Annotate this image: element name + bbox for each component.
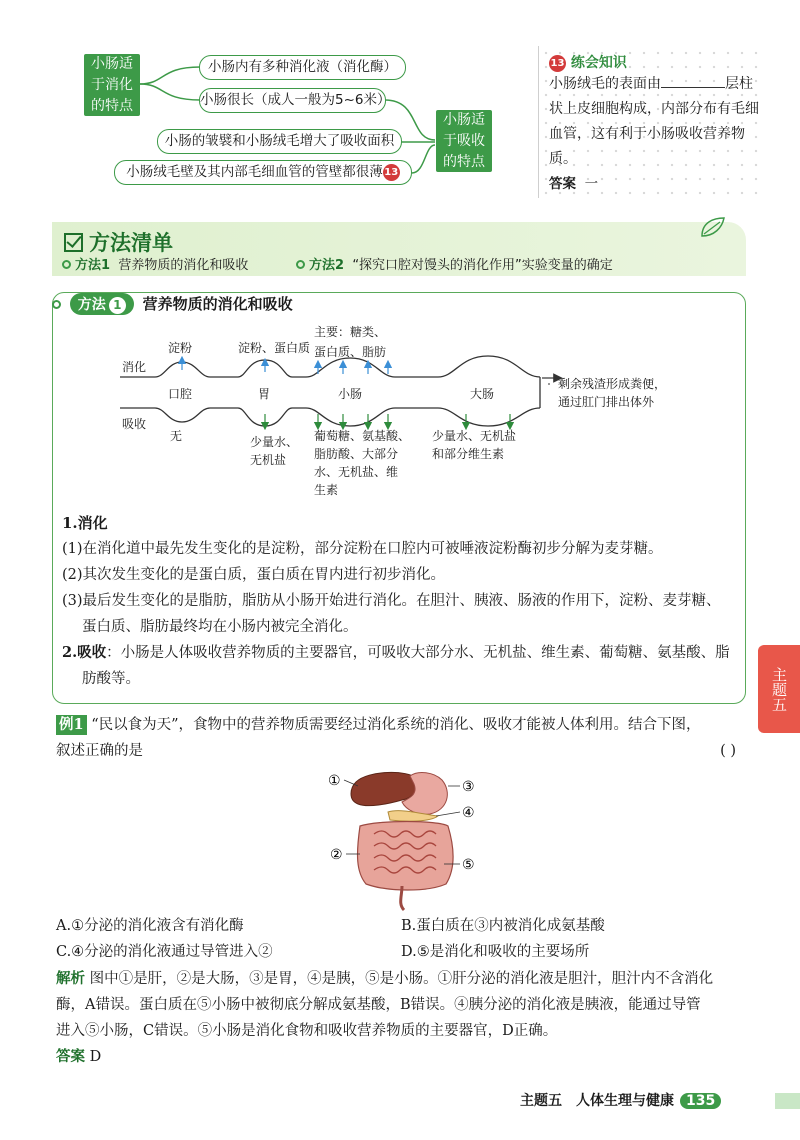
method-2-text: “探究口腔对馒头的消化作用”实验变量的确定 — [352, 258, 613, 273]
method-2-label: 方法2 — [309, 258, 345, 273]
digest-stomach: 淀粉、蛋白质 — [238, 341, 311, 355]
mindmap — [0, 0, 530, 200]
tract-bottom-line — [120, 408, 540, 426]
absorb-stomach-1: 少量水、 — [250, 435, 299, 449]
organ-large-intestine: 大肠 — [470, 387, 495, 401]
fig-label-3: ③ — [462, 779, 475, 795]
analysis-line-2: 酶，A错误。蛋白质在⑤小肠中被彻底分解成氨基酸，B错误。④胰分泌的消化液是胰液，能通过导管 — [56, 997, 701, 1013]
practice-blank — [661, 74, 725, 88]
bullet-icon — [52, 300, 61, 309]
absorb-si-1: 葡萄糖、氨基酸、 — [314, 429, 411, 443]
method1-num: 1 — [109, 297, 126, 314]
analysis-line-3: 进入⑤小肠，C错误。⑤小肠是消化食物和吸收营养物质的主要器官，D正确。 — [56, 1023, 558, 1039]
mindmap-left-title-text: 小肠适于消化的特点 — [91, 56, 133, 114]
digestion-point-2: (2)其次发生变化的是蛋白质，蛋白质在胃内进行初步消化。 — [62, 567, 446, 583]
mindmap-right-title — [436, 110, 492, 172]
example-analysis — [56, 966, 748, 1070]
digest-si-1: 主要：糖类、 — [314, 325, 387, 339]
bullet-icon — [62, 260, 71, 269]
method-list-item-1[interactable] — [62, 254, 248, 273]
practice-title — [549, 52, 627, 72]
option-c[interactable]: C.④分泌的消化液通过导管进入② — [56, 944, 273, 960]
digestion-point-3a: (3)最后发生变化的是脂肪，脂肪从小肠开始进行消化。在胆汁、胰液、肠液的作用下，淀粉、麦芽糖、 — [62, 593, 721, 609]
absorb-si-4: 生素 — [314, 483, 339, 497]
end-text-1: 剩余残渣形成粪便， — [558, 377, 667, 391]
analysis-label: 解析 — [56, 970, 85, 987]
method1-content — [62, 510, 742, 692]
method-1-text: 营养物质的消化和吸收 — [118, 258, 249, 273]
example-label: 例1 — [56, 715, 87, 735]
example-stem — [56, 712, 746, 764]
digestion-point-3b: 蛋白质、脂肪最终均在小肠内被完全消化。 — [82, 619, 358, 635]
practice-question — [549, 72, 763, 172]
organ-mouth: 口腔 — [168, 387, 193, 401]
method-list-banner — [52, 222, 746, 276]
mindmap-item-4-text: 小肠绒毛壁及其内部毛细血管的管壁都很薄 — [126, 164, 383, 180]
tract-top-line — [120, 356, 540, 377]
section-digestion-title: 1.消化 — [62, 514, 108, 532]
method-1-label: 方法1 — [75, 258, 111, 273]
absorb-li-1: 少量水、无机盐 — [432, 429, 517, 443]
bullet-icon — [296, 260, 305, 269]
practice-answer-value: 一 — [584, 176, 599, 192]
absorption-text-a: ：小肠是人体吸收营养物质的主要器官，可吸收大部分水、无机盐、维生素、葡萄糖、氨基酸、脂 — [106, 645, 730, 661]
digestion-point-1: (1)在消化道中最先发生变化的是淀粉，部分淀粉在口腔内可被唾液淀粉酶初步分解为麦芽糖。 — [62, 541, 663, 557]
answer-label: 答案 — [56, 1048, 85, 1065]
large-intestine-shape — [358, 822, 453, 891]
example-options — [56, 913, 746, 965]
practice-text-after: 层柱状上皮细胞构成，内部分布有毛细血管，这有利于小肠吸收营养物质。 — [549, 76, 759, 167]
absorb-li-2: 和部分维生素 — [432, 447, 505, 461]
leader-line — [436, 812, 460, 816]
option-b[interactable]: B.蛋白质在③内被消化成氨基酸 — [401, 918, 605, 934]
mindmap-badge: 13 — [383, 164, 400, 181]
row-label-digest: 消化 — [122, 360, 147, 374]
mindmap-item-2: 小肠很长（成人一般为5~6米） — [199, 88, 386, 113]
leaf-icon — [698, 214, 728, 240]
digestion-absorption-diagram — [110, 322, 690, 508]
fig-label-2: ② — [330, 847, 343, 863]
practice-answer — [549, 172, 598, 192]
footer-bar — [775, 1093, 800, 1109]
method1-header — [52, 293, 293, 315]
page-number: 135 — [680, 1093, 721, 1109]
absorb-mouth: 无 — [170, 429, 183, 443]
method-list-title-text: 方法清单 — [89, 231, 173, 255]
end-text-2: 通过肛门排出体外 — [558, 395, 655, 409]
fig-label-4: ④ — [462, 805, 475, 821]
checkbox-icon — [64, 233, 83, 252]
analysis-line-1: 图中①是肝，②是大肠，③是胃，④是胰，⑤是小肠。①肝分泌的消化液是胆汁，胆汁内不含消化 — [89, 971, 714, 987]
practice-title-text: 练会知识 — [570, 55, 627, 71]
mindmap-item-3: 小肠的皱襞和小肠绒毛增大了吸收面积 — [157, 129, 402, 154]
option-a[interactable]: A.①分泌的消化液含有消化酶 — [56, 918, 244, 934]
mindmap-item-1: 小肠内有多种消化液（消化酶） — [199, 55, 406, 80]
practice-badge: 13 — [549, 55, 566, 72]
practice-answer-label: 答案 — [549, 176, 576, 192]
answer-value: D — [89, 1049, 102, 1065]
organ-stomach: 胃 — [258, 387, 271, 401]
example-stem-b: 叙述正确的是 — [56, 743, 143, 759]
option-d[interactable]: D.⑤是消化和吸收的主要场所 — [401, 944, 590, 960]
section-absorption-title: 2.吸收 — [62, 644, 107, 661]
fig-label-5: ⑤ — [462, 857, 475, 873]
practice-text-before: 小肠绒毛的表面由 — [549, 76, 661, 92]
digest-si-2: 蛋白质、脂肪 — [314, 345, 387, 359]
method-list-title — [64, 227, 173, 257]
absorb-si-3: 水、无机盐、维 — [314, 465, 399, 479]
chapter-side-tab[interactable]: 主题五 — [758, 645, 800, 733]
fig-label-1: ① — [328, 773, 341, 789]
method1-label: 方法 — [77, 297, 106, 313]
example-stem-a: “民以食为天”，食物中的营养物质需要经过消化系统的消化、吸收才能被人体利用。结合下图， — [91, 717, 701, 733]
digest-mouth: 淀粉 — [168, 341, 193, 355]
method1-pill — [70, 293, 134, 315]
absorb-stomach-2: 无机盐 — [250, 453, 287, 467]
absorb-si-2: 脂肪酸、大部分 — [314, 447, 399, 461]
absorption-text-b: 肪酸等。 — [82, 671, 140, 687]
method1-title: 营养物质的消化和吸收 — [142, 295, 293, 313]
digestive-system-figure — [318, 764, 488, 914]
mindmap-left-title — [84, 54, 140, 116]
practice-box — [538, 46, 768, 198]
page-footer — [520, 1090, 721, 1110]
mindmap-item-4 — [114, 160, 412, 185]
mindmap-right-title-text: 小肠适于吸收的特点 — [443, 112, 485, 170]
answer-bracket: ( ) — [720, 743, 736, 759]
method-list-item-2[interactable] — [296, 254, 613, 273]
footer-chapter: 主题五 人体生理与健康 — [520, 1093, 674, 1109]
organ-small-intestine: 小肠 — [338, 387, 363, 401]
row-label-absorb: 吸收 — [122, 417, 147, 431]
absorption-paragraph — [62, 640, 742, 666]
